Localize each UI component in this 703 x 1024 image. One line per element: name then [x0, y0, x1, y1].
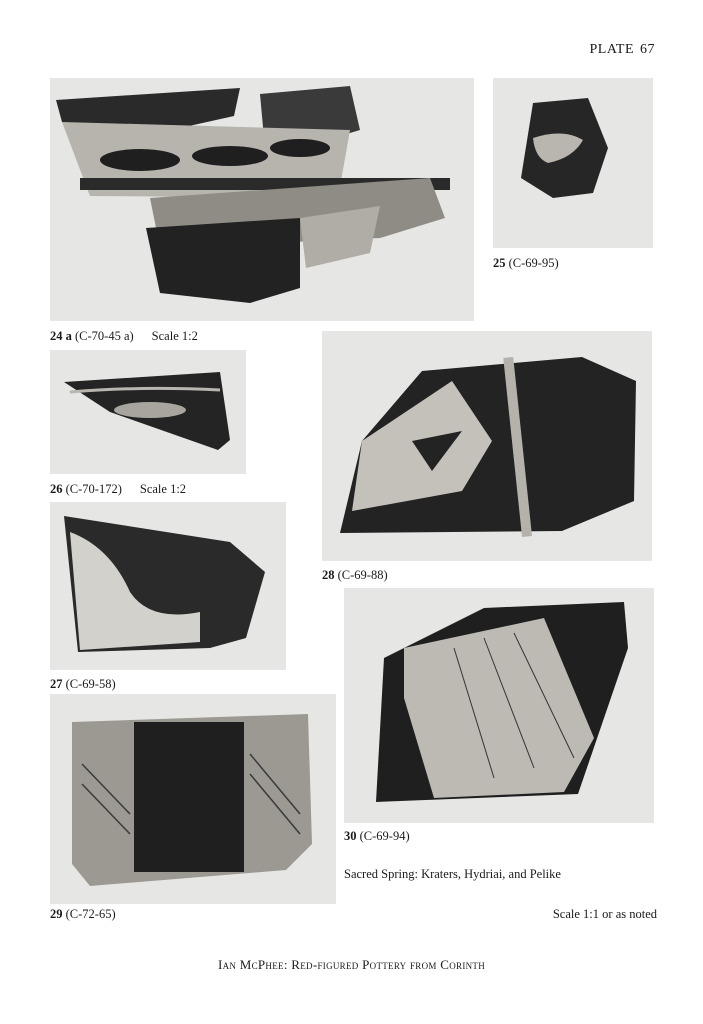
sherd-26 — [50, 350, 246, 474]
fig-inv: (C-72-65) — [65, 907, 116, 921]
sherd-24a — [50, 78, 474, 321]
running-footer: Ian McPhee: Red-figured Pottery from Corinth — [217, 957, 486, 972]
scale-note: Scale 1:1 or as noted — [552, 907, 657, 921]
caption-28 — [322, 568, 388, 583]
fig-inv: (C-70-45 a) — [75, 329, 134, 343]
sherd-27 — [50, 502, 286, 670]
caption-27 — [50, 677, 116, 692]
fig-number: 30 — [344, 829, 357, 843]
fig-scale: Scale 1:2 — [139, 482, 187, 496]
photo-29 — [50, 694, 336, 904]
photo-26 — [50, 350, 246, 474]
sherd-30 — [344, 588, 654, 823]
plate-header — [590, 42, 656, 58]
fig-number: 28 — [322, 568, 335, 582]
plate-subject: Sacred Spring: Kraters, Hydriai, and Pelike — [344, 867, 561, 881]
photo-28 — [322, 331, 652, 561]
caption-29 — [50, 907, 116, 922]
photo-30 — [344, 588, 654, 823]
fig-number: 26 — [50, 482, 63, 496]
caption-25 — [493, 256, 559, 271]
fig-number: 25 — [493, 256, 506, 270]
fig-number: 29 — [50, 907, 63, 921]
caption-26 — [50, 482, 186, 497]
sherd-29 — [50, 694, 336, 904]
fig-inv: (C-69-95) — [508, 256, 559, 270]
fig-scale: Scale 1:2 — [151, 329, 198, 343]
sherd-28 — [322, 331, 652, 561]
caption-30 — [344, 829, 410, 844]
photo-25 — [493, 78, 653, 248]
fig-number: 27 — [50, 677, 63, 691]
fig-inv: (C-69-58) — [65, 677, 116, 691]
fig-inv: (C-70-172) — [65, 482, 122, 496]
plate-number: 67 — [640, 42, 655, 57]
sherd-25 — [493, 78, 653, 248]
photo-27 — [50, 502, 286, 670]
photo-24a — [50, 78, 474, 321]
fig-inv: (C-69-94) — [359, 829, 410, 843]
fig-number: 24 a — [50, 329, 72, 343]
caption-24a — [50, 329, 198, 344]
fig-inv: (C-69-88) — [337, 568, 388, 582]
plate-label: PLATE — [589, 42, 634, 57]
